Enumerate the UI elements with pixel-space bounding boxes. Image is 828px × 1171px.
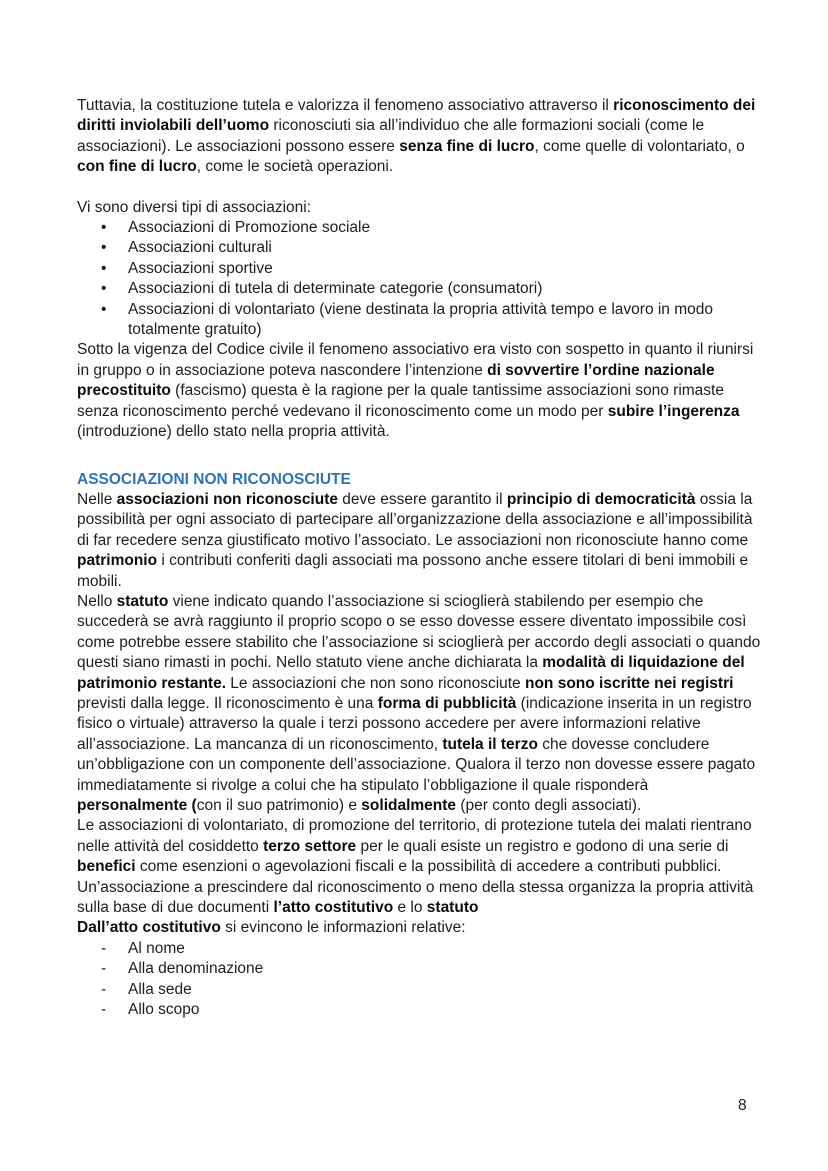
list-item-text: Associazioni di volontariato (viene destinata la propria attività tempo e lavoro in modo totalmente gratuito)	[128, 300, 714, 339]
bullet-icon: •	[101, 239, 107, 257]
paragraph	[77, 96, 761, 178]
text-run: , come quelle di volontariato, o	[534, 137, 745, 155]
text-run: statuto	[116, 592, 169, 610]
text-run: benefici	[77, 858, 136, 876]
document-body	[77, 96, 761, 1020]
text-run: forma di pubblicità	[377, 694, 517, 712]
list-item	[77, 980, 761, 1000]
bullet-icon: •	[101, 219, 107, 237]
paragraph	[77, 592, 761, 816]
list-item	[77, 300, 761, 341]
dash-list	[77, 939, 761, 1021]
list-item-text: Associazioni sportive	[128, 259, 273, 277]
dash-icon: -	[101, 1001, 107, 1019]
paragraph-spacer	[77, 443, 761, 470]
text-run: non sono iscritte nei registri	[525, 674, 734, 692]
text-run: l’atto costitutivo	[273, 899, 394, 917]
text-run: i contributi conferiti dagli associati ma possono anche essere titolari di beni immobili e mobili.	[77, 552, 749, 590]
text-run: Vi sono diversi tipi di associazioni:	[77, 198, 312, 216]
page-number: 8	[738, 1097, 747, 1114]
text-run: personalmente (	[77, 797, 197, 814]
text-run: tutela il terzo	[442, 735, 538, 753]
dash-icon: -	[101, 980, 107, 998]
paragraph	[77, 878, 761, 919]
text-run: (indicazione inserita in un registro fisico o virtuale) attraverso la quale i terzi possono accedere per avere informazioni relative all’associazione. La mancanza di un riconoscimento,	[77, 694, 752, 753]
paragraph	[77, 816, 761, 877]
text-run: si evincono le informazioni relative:	[220, 919, 466, 937]
text-run: riconoscimento dei diritti inviolabili dell’uomo	[77, 97, 756, 135]
text-run: , come le società operazioni.	[196, 158, 394, 176]
text-run: Nelle	[77, 490, 117, 508]
text-run: Nello	[77, 592, 117, 610]
text-run: con fine di lucro	[77, 158, 197, 176]
text-run: previsti dalla legge. Il riconoscimento è una	[77, 694, 378, 712]
dash-icon: -	[101, 939, 107, 957]
text-run: senza fine di lucro	[399, 137, 535, 155]
list-item-text: Alla sede	[128, 980, 192, 998]
list-item	[77, 218, 761, 238]
list-item	[77, 259, 761, 279]
text-run: di sovvertire l’ordine nazionale precostituito	[77, 361, 715, 400]
list-item	[77, 1000, 761, 1020]
text-run: viene indicato quando l’associazione si scioglierà stabilendo per esempio che succederà se avrà raggiunto il proprio scopo o se esso dovesse essere diventato impossibile così come potrebbe essere stabilito che l’associazione si scioglierà per accordo degli associati o quando questi siano rimasti in pochi. Nello statuto viene anche dichiarata la	[77, 592, 761, 672]
list-item-text: Allo scopo	[128, 1001, 200, 1019]
text-run: (per conto degli associati).	[456, 797, 642, 814]
text-run: subire l’ingerenza	[607, 402, 740, 420]
list-item	[77, 238, 761, 258]
bullet-icon: •	[101, 259, 107, 277]
text-run: patrimonio	[77, 552, 158, 570]
bullet-icon: •	[101, 280, 107, 298]
section-heading: ASSOCIAZIONI NON RICONOSCIUTE	[77, 470, 351, 488]
bullet-list	[77, 218, 761, 340]
text-run: Le associazioni di volontariato, di promozione del territorio, di protezione tutela dei malati rientrano nelle attività del cosiddetto	[77, 817, 752, 855]
list-item	[77, 939, 761, 959]
text-run: con il suo patrimonio) e	[196, 797, 362, 814]
text-run: Le associazioni che non sono riconosciute	[226, 674, 525, 692]
paragraph-spacer	[77, 178, 761, 198]
text-run: terzo settore	[263, 837, 357, 855]
list-item-text: Associazioni culturali	[128, 239, 272, 257]
text-run: principio di democraticità	[506, 490, 696, 508]
text-run: solidalmente	[361, 797, 457, 814]
text-run: Un’associazione a prescindere dal riconoscimento o meno della stessa organizza la propria attività sulla base di due documenti	[77, 878, 754, 917]
text-run: e lo	[393, 899, 427, 917]
text-run: deve essere garantito il	[338, 490, 507, 508]
list-item-text: Associazioni di Promozione sociale	[128, 219, 371, 237]
text-run: riconosciuti sia all’individuo che alle formazioni sociali (come le associazioni). Le associazioni possono essere	[77, 117, 705, 155]
text-run: (introduzione) dello stato nella propria attività.	[77, 423, 390, 441]
text-run: che dovesse concludere un’obbligazione con un componente dell’associazione. Qualora il terzo non dovesse essere pagato immediatamente si rivolge a colui che ha stipulato l’obbligazione il quale risponderà	[77, 735, 756, 794]
text-run: modalità di liquidazione del patrimonio restante.	[77, 654, 745, 692]
text-run: Sotto la vigenza del Codice civile il fenomeno associativo era visto con sospetto in quanto il riunirsi in gruppo o in associazione poteva nascondere l’intenzione	[77, 341, 754, 379]
paragraph	[77, 918, 761, 938]
text-run: Dall’atto costitutivo	[77, 919, 221, 937]
list-item	[77, 279, 761, 299]
list-item-text: Alla denominazione	[128, 960, 264, 978]
paragraph	[77, 198, 761, 218]
text-run: ossia la possibilità per ogni associato di partecipare all’organizzazione della associazione e all’impossibilità di far recedere senza giustificato motivo l’associato. Le associazioni non riconosciute hanno come	[77, 490, 753, 549]
dash-icon: -	[101, 960, 107, 978]
text-run: (fascismo) questa è la ragione per la quale tantissime associazioni sono rimaste senza riconoscimento perché vedevano il riconoscimento come un modo per	[77, 382, 724, 420]
list-item	[77, 959, 761, 979]
text-run: per le quali esiste un registro e godono di una serie di	[356, 837, 729, 855]
text-run: associazioni non riconosciute	[116, 490, 338, 508]
list-item-text: Associazioni di tutela di determinate categorie (consumatori)	[128, 280, 543, 298]
paragraph	[77, 340, 761, 442]
list-item-text: Al nome	[128, 939, 185, 957]
text-run: come esenzioni o agevolazioni fiscali e la possibilità di accedere a contributi pubblici.	[135, 858, 722, 876]
text-run: Tuttavia, la costituzione tutela e valorizza il fenomeno associativo attraverso il	[77, 97, 614, 114]
text-run: statuto	[426, 899, 479, 917]
paragraph	[77, 490, 761, 592]
bullet-icon: •	[101, 300, 107, 318]
